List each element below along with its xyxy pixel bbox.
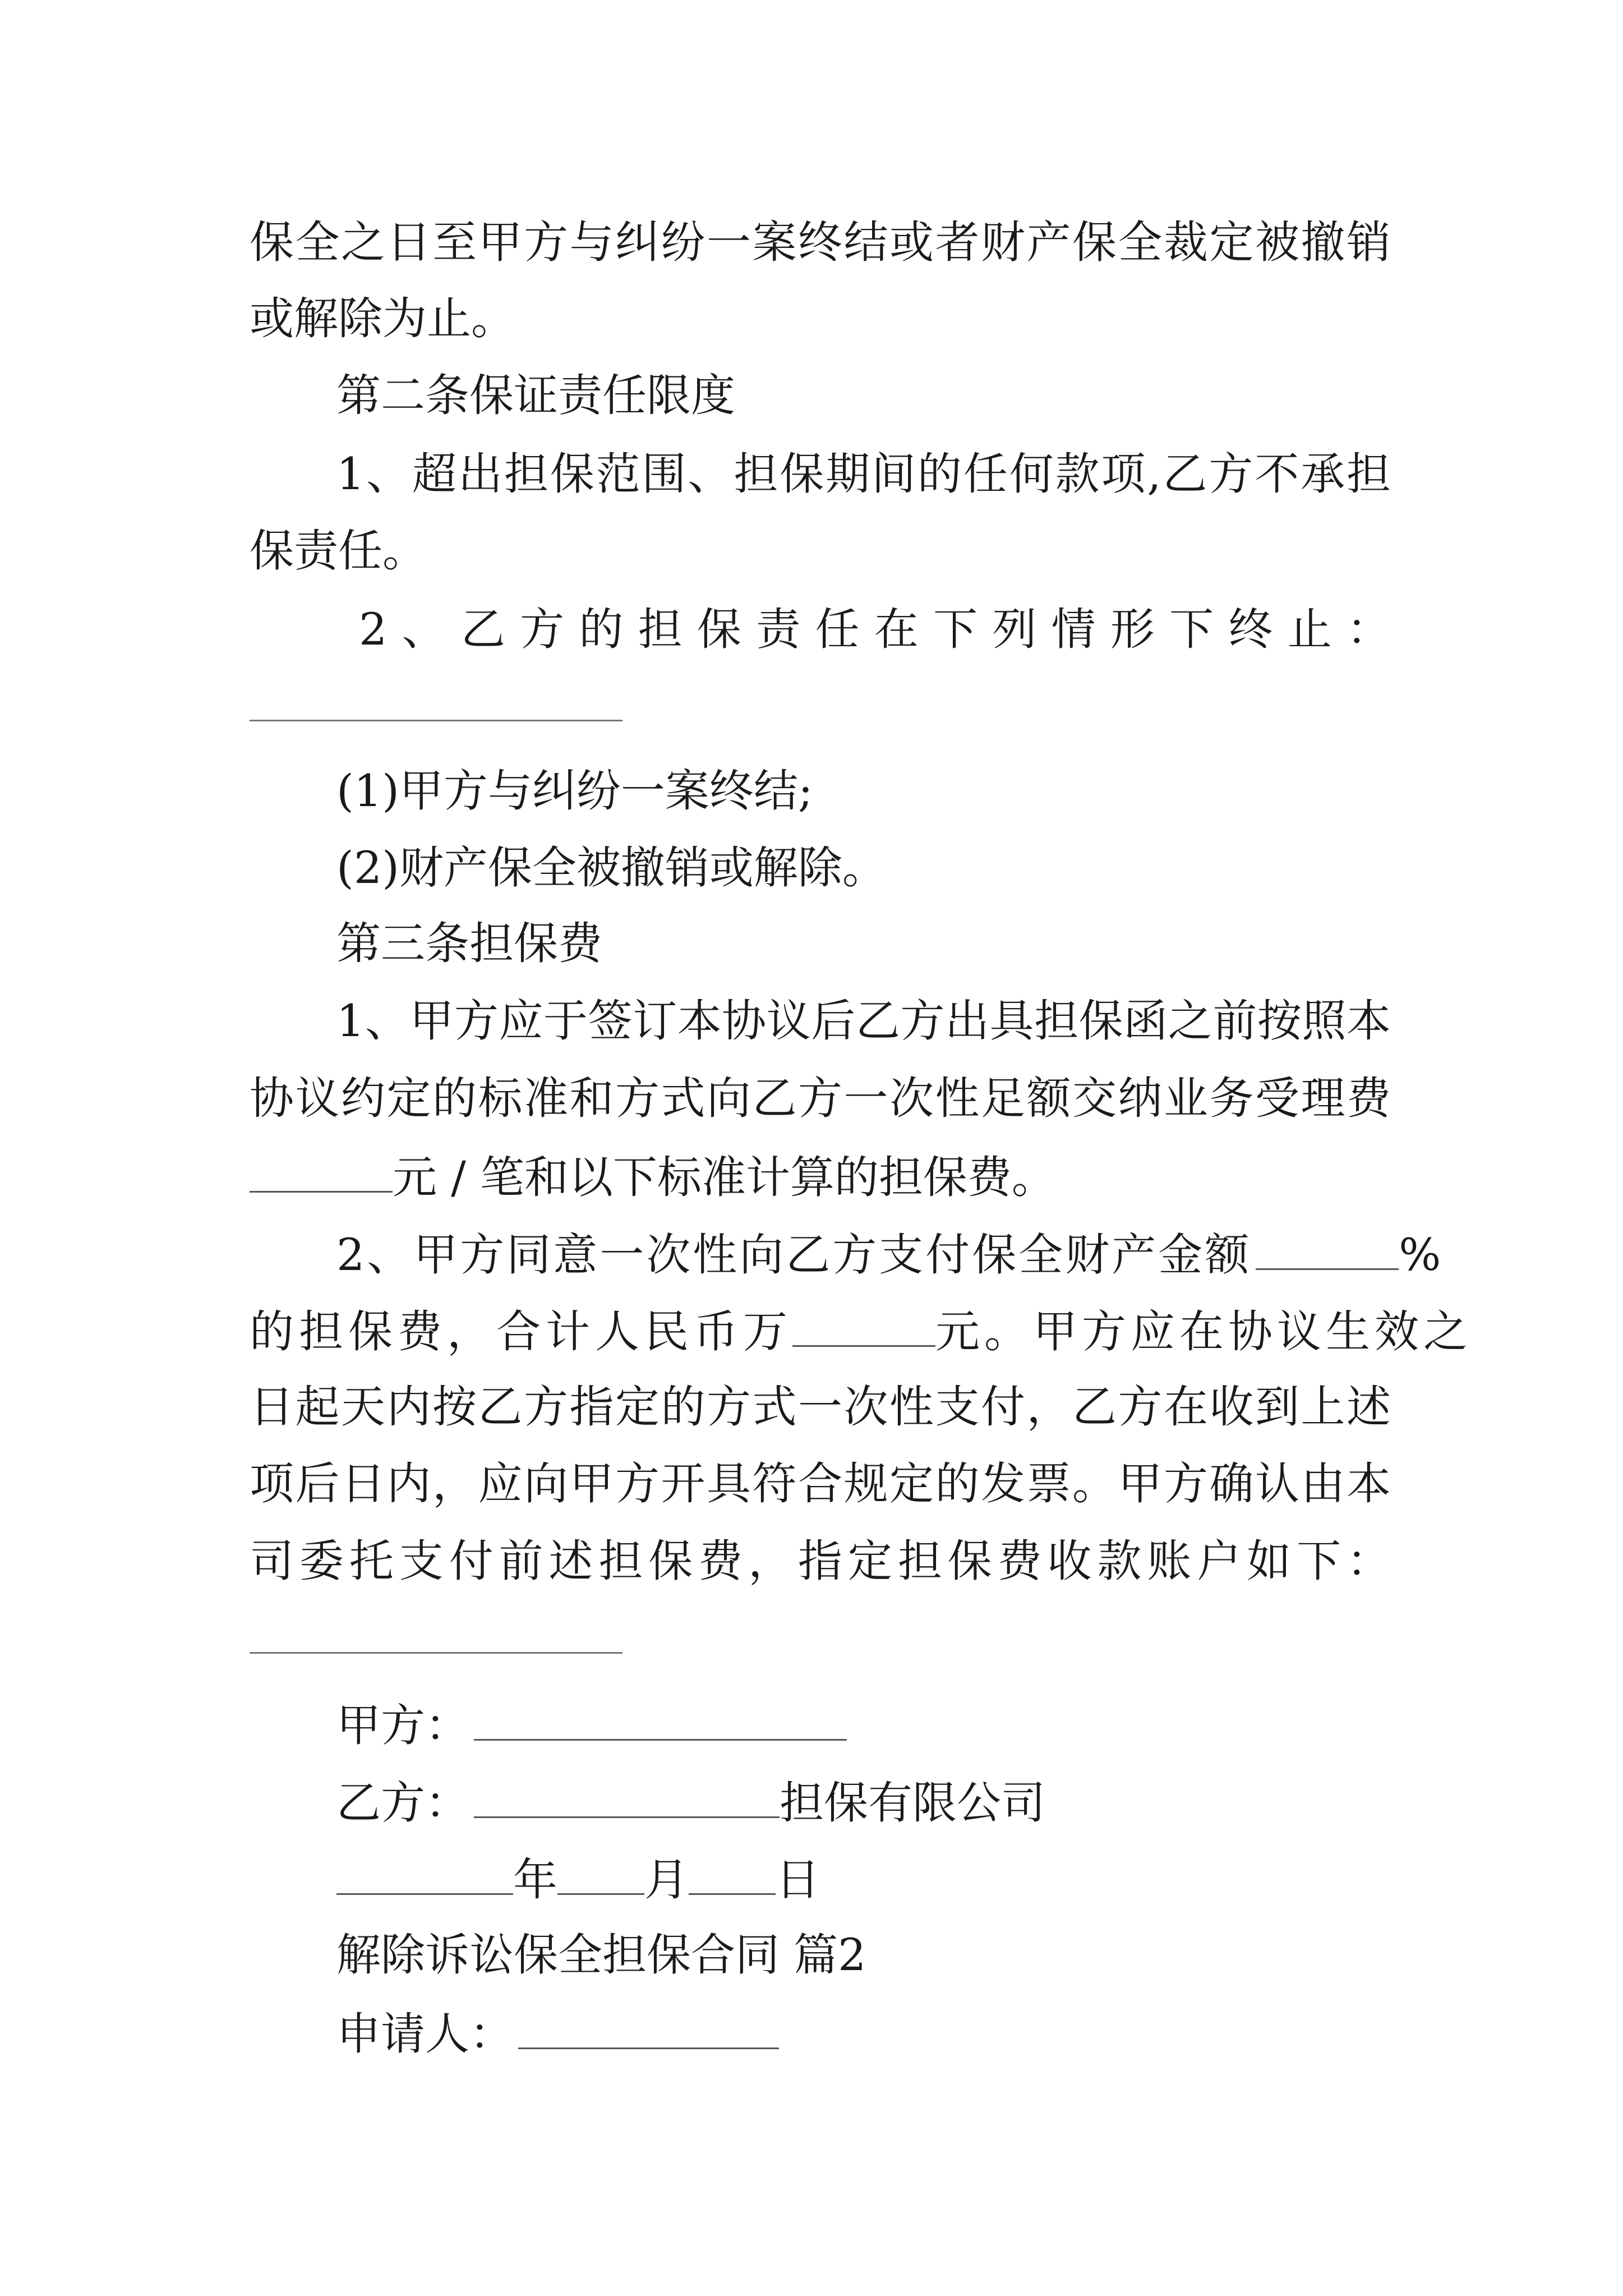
body-text: 2、甲方同意一次性向乙方支付保全财产金额	[336, 1229, 1252, 1281]
party-a-line	[336, 1695, 847, 1751]
body-text-line: 保全之日至甲方与纠纷一案终结或者财产保全裁定被撤销	[250, 217, 1391, 268]
body-text-line: 1、超出担保范围、担保期间的任何款项,乙方不承担	[336, 448, 1391, 500]
article-heading: 第三条担保费	[336, 918, 602, 969]
applicant-label: 申请人：	[336, 2008, 514, 2060]
body-text-line: 2、乙方的担保责任在下列情形下终止：	[359, 604, 1391, 655]
fee-blank	[250, 1147, 393, 1193]
blank-underline	[250, 1652, 623, 1654]
body-text-line: 项后日内，应向甲方开具符合规定的发票。甲方确认由本	[250, 1458, 1391, 1510]
day-label: 日	[776, 1854, 820, 1906]
list-item: (1)甲方与纠纷一案终结;	[336, 765, 813, 817]
party-b-blank	[474, 1773, 780, 1818]
body-text-line: 或解除为止。	[250, 293, 515, 344]
party-a-blank	[474, 1695, 847, 1741]
body-text: 元。甲方应在协议生效之	[935, 1306, 1472, 1358]
month-label: 月	[644, 1854, 689, 1906]
article-heading: 第二条保证责任限度	[336, 370, 735, 421]
percent-sign: %	[1399, 1229, 1441, 1281]
body-text-line	[336, 1225, 1441, 1281]
percent-blank	[1256, 1225, 1399, 1270]
body-text: 元 / 笔和以下标准计算的担保费。	[393, 1152, 1056, 1203]
body-text-line: 司委托支付前述担保费，指定担保费收款账户如下：	[250, 1535, 1391, 1587]
body-text-line	[250, 1301, 1472, 1358]
body-text-line: 1、甲方应于签订本协议后乙方出具担保函之前按照本	[336, 995, 1391, 1047]
list-item: (2)财产保全被撤销或解除。	[336, 842, 887, 894]
section-title: 解除诉讼保全担保合同 篇2	[336, 1929, 866, 1981]
date-line	[336, 1849, 820, 1906]
body-text-line: 协议约定的标准和方式向乙方一次性足额交纳业务受理费	[250, 1073, 1391, 1124]
party-b-suffix: 担保有限公司	[780, 1777, 1045, 1829]
body-text-line	[250, 1147, 1056, 1203]
body-text-line: 保责任。	[250, 525, 427, 577]
blank-underline	[250, 720, 623, 721]
body-text-line: 日起天内按乙方指定的方式一次性支付，乙方在收到上述	[250, 1381, 1391, 1433]
party-a-label: 甲方：	[336, 1700, 469, 1751]
applicant-blank	[518, 2004, 779, 2049]
day-blank	[689, 1849, 776, 1895]
year-label: 年	[513, 1854, 557, 1906]
party-b-line	[336, 1773, 1045, 1829]
amount-blank	[792, 1301, 935, 1347]
year-blank	[336, 1849, 513, 1895]
body-text: 的担保费，合计人民币万	[250, 1306, 792, 1358]
month-blank	[557, 1849, 644, 1895]
applicant-line	[336, 2004, 779, 2060]
party-b-label: 乙方：	[336, 1777, 469, 1829]
